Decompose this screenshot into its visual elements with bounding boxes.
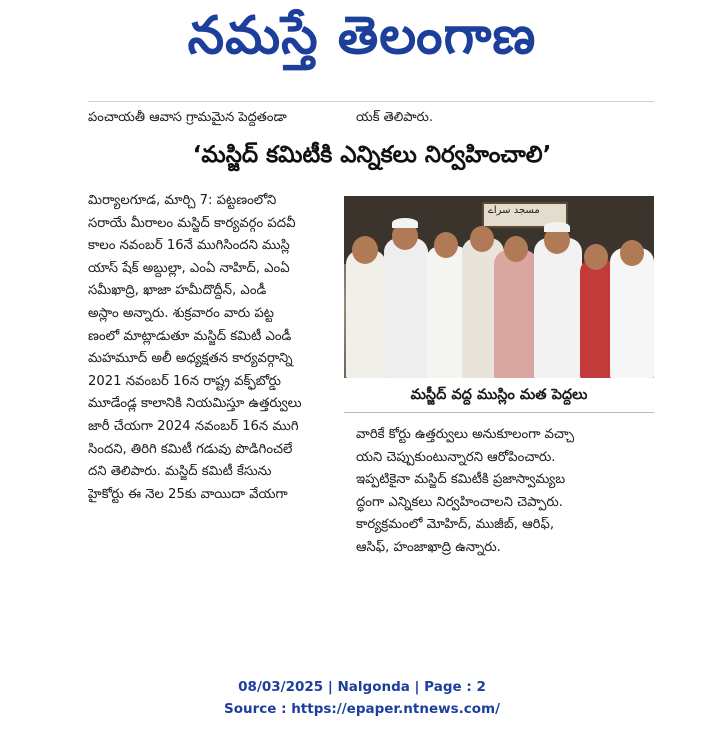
text-line: ఆసిఫ్, హంజాఖాద్రి ఉన్నారు.	[356, 539, 501, 555]
text-line: అస్లాం అన్నారు. శుక్రవారం వారు పట్ట	[88, 305, 274, 321]
newspaper-masthead: నమస్తే తెలంగాణ	[187, 6, 537, 66]
text-line: ద్ధంగా ఎన్నికలు నిర్వహించాలని చెప్పారు.	[356, 494, 563, 510]
text-line: మహమూద్ అలీ అధ్యక్షతన కార్యవర్గాన్ని	[88, 351, 293, 367]
text-line: 2021 నవంబర్ 16న రాష్ట్ర వక్ఫ్‌బోర్డు	[88, 373, 281, 389]
text-line: ణంలో మాట్లాడుతూ మస్జిద్ కమిటీ ఎండీ	[88, 328, 292, 344]
carry-over-left: పంచాయతీ ఆవాస గ్రామమైన పెద్దతండా	[88, 110, 287, 125]
news-photo	[344, 196, 654, 378]
skull-cap	[544, 222, 570, 232]
carry-over-right: యక్ తెలిపారు.	[356, 110, 434, 125]
person-head	[620, 240, 644, 266]
person-figure	[534, 238, 582, 378]
text-line: యని చెప్పుకుంటున్నారని ఆరోపించారు.	[356, 449, 556, 465]
skull-cap	[392, 218, 418, 228]
text-line: ఇప్పటికైనా మస్జిద్ కమిటీకి ప్రజాస్వామ్యబ	[356, 472, 566, 488]
text-line: సమీఖాద్రి, ఖాజా హమీదొద్దీన్, ఎండీ	[88, 283, 267, 299]
text-line: సరాయే మీరాలం మస్జిద్ కార్యవర్గం పదవీ	[88, 215, 296, 231]
photo-caption: మస్జీద్ వద్ద ముస్లిం మత పెద్దలు	[344, 378, 654, 413]
signboard-text: مسجد سراے	[488, 205, 540, 216]
person-figure	[580, 258, 614, 378]
text-line: జారీ చేయగా 2024 నవంబర్ 16న ముగి	[88, 418, 299, 434]
text-line: కార్యక్రమంలో మోహిద్, ముజీబ్, ఆరిఫ్,	[356, 517, 555, 533]
edition-info: 08/03/2025 | Nalgonda | Page : 2	[238, 679, 486, 695]
article-headline: ‘మస్జిద్ కమిటీకి ఎన్నికలు నిర్వహించాలి’	[192, 142, 552, 168]
person-head	[434, 232, 458, 258]
person-figure	[384, 238, 428, 378]
person-figure	[610, 248, 654, 378]
person-head	[470, 226, 494, 252]
left-column	[88, 190, 340, 506]
person-head	[504, 236, 528, 262]
text-line: మూడేండ్ల కాలానికి నియమిస్తూ ఉత్తర్వులు	[88, 396, 302, 412]
text-line: దని తెలిపారు. మస్జిద్ కమిటీ కేసును	[88, 464, 272, 480]
text-line: హైకోర్టు ఈ నెల 25కు వాయిదా వేయగా	[88, 486, 288, 502]
top-divider	[88, 101, 654, 102]
text-line: యాస్ షేక్ అబ్దుల్లా, ఎంఏ నాహిద్, ఎంఏ	[88, 260, 290, 276]
source-link[interactable]: Source : https://epaper.ntnews.com/	[223, 701, 501, 717]
text-line: సిందని, తిరిగి కమిటీ గడువు పొడిగించలే	[88, 441, 293, 457]
person-figure	[346, 250, 386, 378]
page-footer	[0, 676, 724, 720]
right-column	[356, 424, 656, 560]
person-head	[584, 244, 608, 270]
text-line: వారికే కోర్టు ఉత్తర్వులు అనుకూలంగా వచ్చా	[356, 427, 575, 442]
person-figure	[494, 250, 538, 378]
person-head	[352, 236, 378, 264]
text-line: కాలం నవంబర్ 16నే ముగిసిందని ముస్లి	[88, 238, 290, 254]
text-line: మిర్యాలగూడ, మార్చి 7: పట్టణంలోని	[88, 193, 277, 208]
